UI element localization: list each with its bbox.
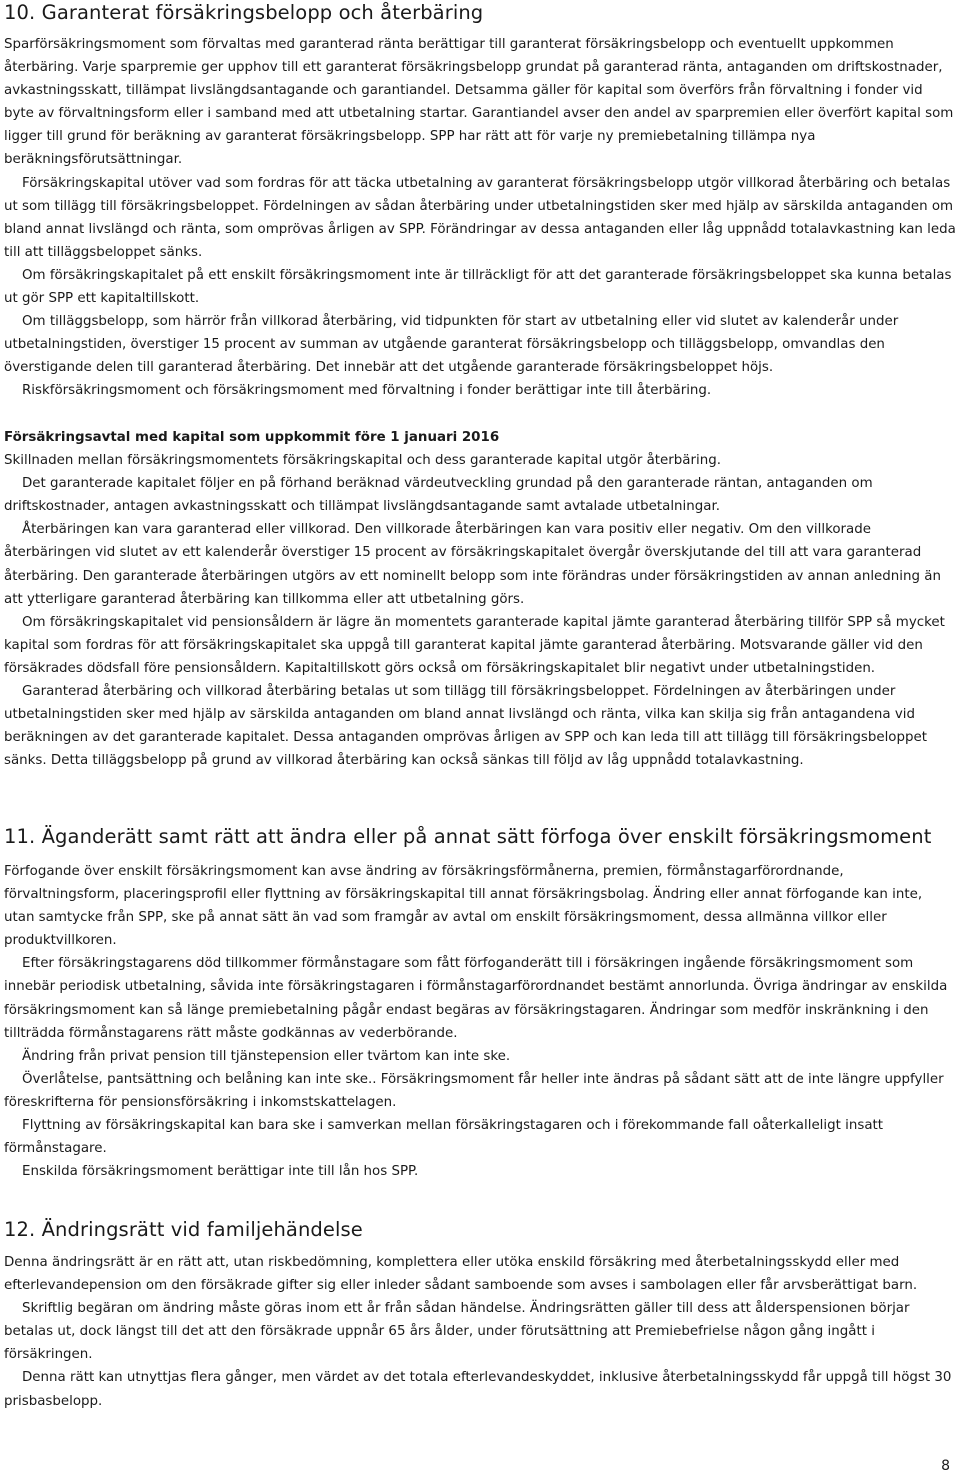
- paragraph: Ändring från privat pension till tjänstepension eller tvärtom kan inte ske.: [22, 1048, 511, 1064]
- section-12-body: [4, 1251, 956, 1413]
- paragraph: Skriftlig begäran om ändring måste göras inom ett år från sådan händelse. Ändringsrätten gäller till dess att ålderspensionen börjar betalas ut, dock längst till det att den försäkrade uppnår 65 års ålder, under förutsättning att Premiebefrielse någon gång ingått i försäkringen.: [4, 1301, 910, 1363]
- paragraph: Garanterad återbäring och villkorad återbäring betalas ut som tillägg till försäkringsbeloppet. Fördelningen av återbäringen under utbetalningstiden sker med hjälp av särskilda antaganden om bland annat livslängd och ränta, vilka kan skilja sig från antagandena vid beräkningen av det garanterade kapitalet. Dessa antaganden omprövas årligen av SPP och kan leda till att tillägg till försäkringsbeloppet sänks. Detta tilläggsbelopp på grund av villkorad återbäring kan också sänkas till följd av låg uppnådd totalavkastning.: [4, 684, 927, 769]
- section-12-title: 12. Ändringsrätt vid familjehändelse: [4, 1218, 363, 1241]
- paragraph: Om försäkringskapitalet vid pensionsåldern är lägre än momentets garanterade kapital jämte garanterad återbäring tillför SPP så mycket kapital som fordras för att försäkringskapitalet ska uppgå till garanterat kapital jämte garanterad återbäring. Motsvarande gäller vid den försäkrades dödsfall före pensionsåldern. Kapitaltillskott görs också om försäkringskapitalet blir negativt under utbetalningstiden.: [4, 614, 945, 676]
- paragraph: Flyttning av försäkringskapital kan bara ske i samverkan mellan försäkringstagaren och i förekommande fall oåterkalleligt insatt förmånstagare.: [4, 1118, 884, 1157]
- section-11-body: [4, 860, 956, 1183]
- section-10-body: [4, 33, 956, 403]
- paragraph: Överlåtelse, pantsättning och belåning kan inte ske.. Försäkringsmoment får heller inte ändras på sådant sätt att de inte längre uppfyller föreskrifterna för pensionsförsäkring i inkomstskattelagen.: [4, 1071, 944, 1110]
- page-number: 8: [941, 1458, 950, 1474]
- paragraph: Försäkringskapital utöver vad som fordras för att täcka utbetalning av garanterat försäkringsbelopp utgör villkorad återbäring och betalas ut som tillägg till försäkringsbeloppet. Fördelningen av sådan återbäring under utbetalningstiden sker med hjälp av särskilda antaganden om bland annat livslängd och ränta, som omprövas årligen av SPP. Förändringar av dessa antaganden eller låg uppnådd totalavkastning kan leda till att tilläggsbeloppet sänks.: [4, 175, 956, 260]
- subsection-avtal-2016: [4, 426, 956, 772]
- subsection-heading: Försäkringsavtal med kapital som uppkommit före 1 januari 2016: [4, 430, 500, 445]
- paragraph: Denna rätt kan utnyttjas flera gånger, men värdet av det totala efterlevandeskyddet, inklusive återbetalningsskydd får uppgå till högst 30 prisbasbelopp.: [4, 1370, 952, 1409]
- paragraph: Denna ändringsrätt är en rätt att, utan riskbedömning, komplettera eller utöka enskild försäkring med återbetalningsskydd eller med efterlevandepension om den försäkrade gifter sig eller inleder sådant samboende som avses i sambolagen eller får arvsberättigat barn.: [4, 1255, 918, 1294]
- paragraph: Sparförsäkringsmoment som förvaltas med garanterad ränta berättigar till garanterat försäkringsbelopp och eventuellt uppkommen återbäring. Varje sparpremie ger upphov till ett garanterat försäkringsbelopp grundat på garanterad ränta, antaganden om driftskostnader, avkastningsskatt, tillämpat livslängdsantagande och garantiandel. Detsamma gäller för kapital som överförs från förvaltning i fonder vid byte av förvaltningsform eller i samband med att utbetalning startar. Garantiandel avser den andel av sparpremien eller överfört kapital som ligger till grund för beräkning av garanterat försäkringsbelopp. SPP har rätt att för varje ny premiebetalning tillämpa nya beräkningsförutsättningar.: [4, 37, 954, 168]
- paragraph: Om tilläggsbelopp, som härrör från villkorad återbäring, vid tidpunkten för start av utbetalning eller vid slutet av kalenderår under utbetalningstiden, överstiger 15 procent av summan av utgående garanterat försäkringsbelopp och tilläggsbelopp, omvandlas den överstigande delen till garanterad återbäring. Det innebär att det utgående garanterade försäkringsbeloppet höjs.: [4, 314, 899, 376]
- paragraph: Återbäringen kan vara garanterad eller villkorad. Den villkorade återbäringen kan vara positiv eller negativ. Om den villkorade återbäringen vid slutet av ett kalenderår överstiger 15 procent av försäkringskapitalet övergår överskjutande del till att vara garanterad återbäring. Den garanterade återbäringen utgörs av ett nominellt belopp som inte förändras under försäkringstiden av annan anledning än att ytterligare garanterad återbäring kan tillkomma eller att utbetalning görs.: [4, 522, 941, 607]
- paragraph: Det garanterade kapitalet följer en på förhand beräknad värdeutveckling grundad på den garanterade räntan, antaganden om driftskostnader, antagen avkastningsskatt och tillämpat livslängdsantagande samt avtalade utbetalningar.: [4, 476, 873, 515]
- section-10-title: 10. Garanterat försäkringsbelopp och återbäring: [4, 1, 484, 24]
- paragraph: Förfogande över enskilt försäkringsmoment kan avse ändring av försäkringsförmånerna, premien, förmånstagarförordnande, förvaltningsform, placeringsprofil eller flyttning av försäkringskapital till annat försäkringsbolag. Ändring eller annat förfogande kan inte, utan samtycke från SPP, ske på annat sätt än vad som framgår av avtal om enskilt försäkringsmoment, dessa allmänna villkor eller produktvillkoren.: [4, 864, 923, 949]
- paragraph: Riskförsäkringsmoment och försäkringsmoment med förvaltning i fonder berättigar inte till återbäring.: [22, 383, 712, 399]
- paragraph: Om försäkringskapitalet på ett enskilt försäkringsmoment inte är tillräckligt för att det garanterade försäkringsbeloppet ska kunna betalas ut gör SPP ett kapitaltillskott.: [4, 267, 952, 307]
- paragraph: Enskilda försäkringsmoment berättigar inte till lån hos SPP.: [22, 1164, 419, 1180]
- paragraph: Skillnaden mellan försäkringsmomentets försäkringskapital och dess garanterade kapital utgör återbäring.: [4, 453, 721, 469]
- section-11-title: 11. Äganderätt samt rätt att ändra eller på annat sätt förfoga över enskilt försäkringsmoment: [4, 825, 932, 848]
- paragraph: Efter försäkringstagarens död tillkommer förmånstagare som fått förfoganderätt till i försäkringen ingående försäkringsmoment som innebär periodisk utbetalning, såvida inte försäkringstagaren i förmånstagarförordnandet bestämt annorlunda. Övriga ändringar av enskilda försäkringsmoment kan så länge premiebetalning pågår endast begäras av försäkringstagaren. Ändringar som medför inskränkning i den tillträdda förmånstagarens rätt måste godkännas av vederbörande.: [4, 956, 948, 1041]
